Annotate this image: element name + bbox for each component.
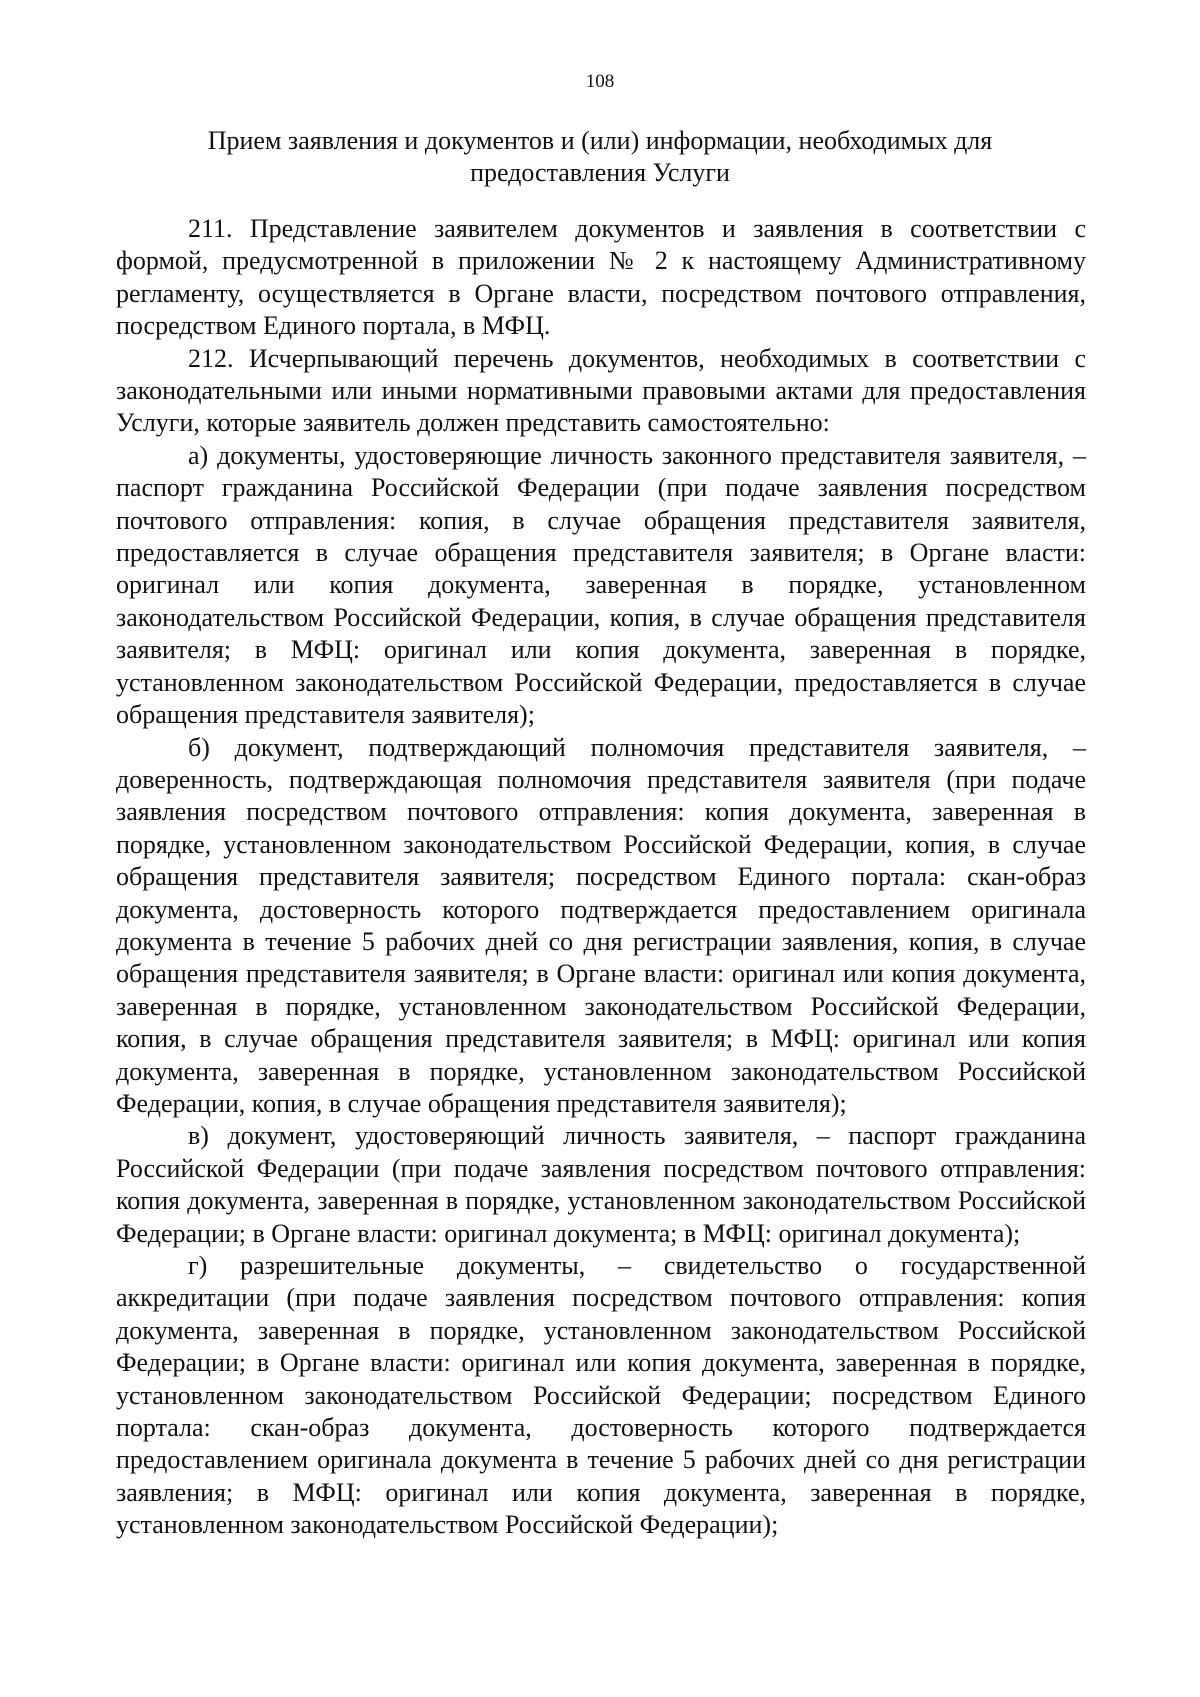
paragraph-212: 212. Исчерпывающий перечень документов, необходимых в соответствии с законодательными или иными нормативными правовыми актами для предоставления Услуги, которые заявитель должен представить самостоятельно: [116, 343, 1086, 438]
page-number: 108 [585, 71, 615, 92]
list-item-g: г) разрешительные документы, – свидетельство о государственной аккредитации (при подаче заявления посредством почтового отправления: копия документа, заверенная в порядке, установленном законодательством Российской Федерации; в Органе власти: оригинал или копия документа, заверенная в порядке, установленном законодательством Российской Федерации; посредством Единого портала: скан-образ документа, достоверность которого подтверждается предоставлением оригинала документа в течение 5 рабочих дней со дня регистрации заявления; в МФЦ: оригинал или копия документа, заверенная в порядке, установленном законодательством Российской Федерации); [116, 1251, 1086, 1540]
paragraph-211: 211. Представление заявителем документов и заявления в соответствии с формой, предусмотренной в приложении № 2 к настоящему Административному регламенту, осуществляется в Органе власти, посредством почтового отправления, посредством Единого портала, в МФЦ. [116, 214, 1086, 341]
list-item-b: б) документ, подтверждающий полномочия представителя заявителя, – доверенность, подтверждающая полномочия представителя заявителя (при подаче заявления посредством почтового отправления: копия документа, заверенная в порядке, установленном законодательством Российской Федерации, копия, в случае обращения представителя заявителя; посредством Единого портала: скан-образ документа, достоверность которого подтверждается предоставлением оригинала документа в течение 5 рабочих дней со дня регистрации заявления, копия, в случае обращения представителя заявителя; в Органе власти: оригинал или копия документа, заверенная в порядке, установленном законодательством Российской Федерации, копия, в случае обращения представителя заявителя; в МФЦ: оригинал или копия документа, заверенная в порядке, установленном законодательством Российской Федерации, копия, в случае обращения представителя заявителя); [116, 732, 1086, 1118]
section-heading-line-2: предоставления Услуги [470, 158, 730, 187]
document-body [116, 213, 1086, 1542]
list-item-v: в) документ, удостоверяющий личность заявителя, – паспорт гражданина Российской Федерации (при подаче заявления посредством почтового отправления: копия документа, заверенная в порядке, установленном законодательством Российской Федерации; в Органе власти: оригинал документа; в МФЦ: оригинал документа); [116, 1121, 1086, 1248]
list-item-a: а) документы, удостоверяющие личность законного представителя заявителя, – паспорт гражданина Российской Федерации (при подаче заявления посредством почтового отправления: копия, в случае обращения представителя заявителя, предоставляется в случае обращения представителя заявителя; в Органе власти: оригинал или копия документа, заверенная в порядке, установленном законодательством Российской Федерации, копия, в случае обращения представителя заявителя; в МФЦ: оригинал или копия документа, заверенная в порядке, установленном законодательством Российской Федерации, предоставляется в случае обращения представителя заявителя); [116, 440, 1086, 730]
section-heading [150, 125, 1050, 189]
section-heading-line-1: Прием заявления и документов и (или) информации, необходимых для [207, 126, 993, 155]
